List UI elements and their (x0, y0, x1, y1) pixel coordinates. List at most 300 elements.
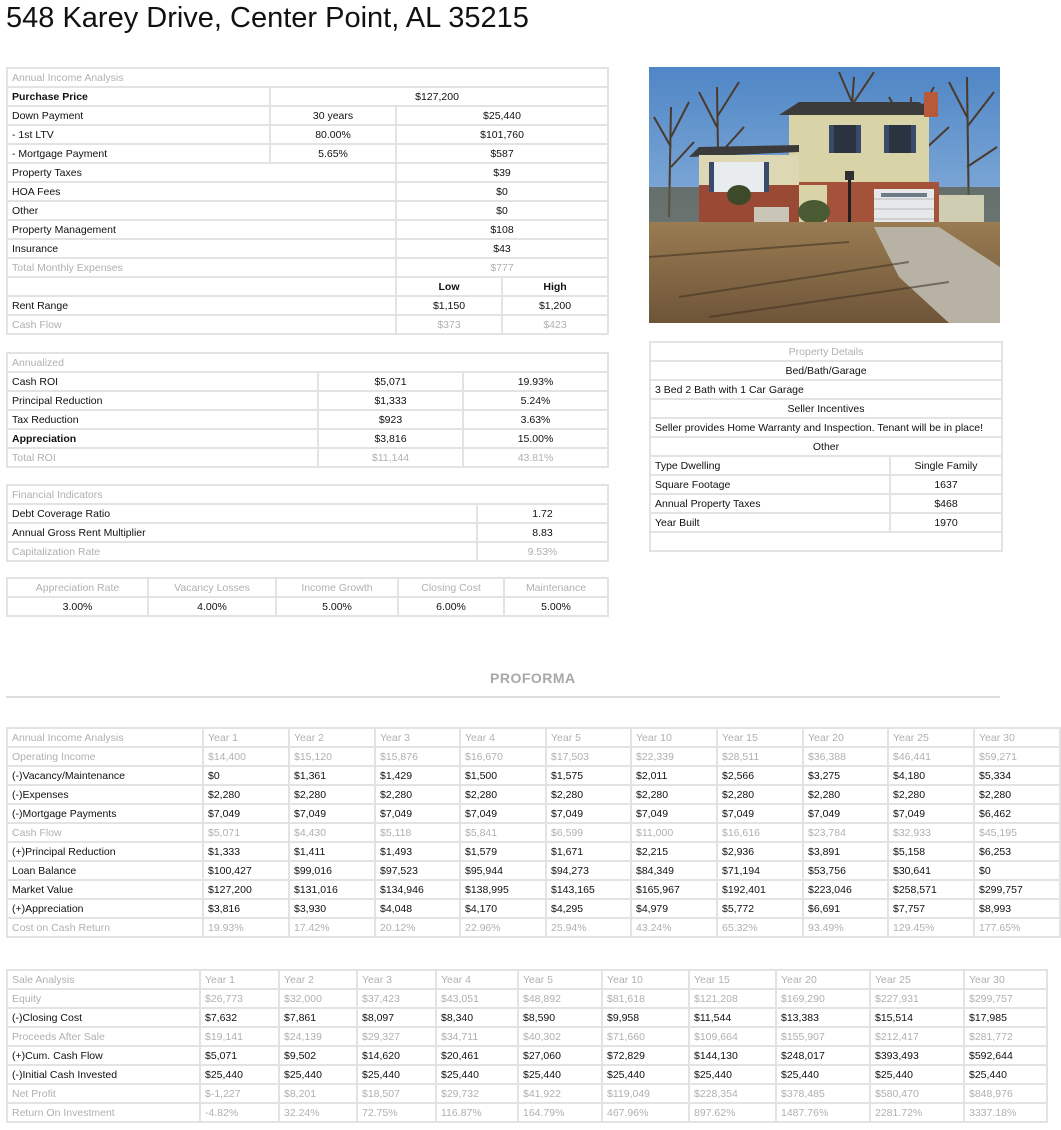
proforma-cell: $16,616 (717, 823, 803, 842)
proforma-cell: $4,979 (631, 899, 717, 918)
financial-row (7, 542, 608, 561)
sale-cell: $580,470 (870, 1084, 964, 1103)
income-header: Annual Income Analysis (7, 68, 608, 87)
annualized-row (7, 410, 608, 429)
proforma-cell: $7,049 (546, 804, 631, 823)
proforma-cell: $1,575 (546, 766, 631, 785)
assumption-value: 4.00% (148, 597, 276, 616)
proforma-cell: $2,936 (717, 842, 803, 861)
incentives-label: Seller Incentives (650, 399, 1002, 418)
ltv-label: - 1st LTV (7, 125, 270, 144)
financial-row (7, 523, 608, 542)
details-value: 1970 (890, 513, 1002, 532)
cash-flow-row (7, 315, 608, 334)
proforma-cell: $2,280 (289, 785, 375, 804)
annualized-total-row (7, 448, 608, 467)
sale-row-label: (-)Initial Cash Invested (7, 1065, 200, 1084)
proforma-row-label: (-)Expenses (7, 785, 203, 804)
down-payment-row (7, 106, 608, 125)
proforma-cell: $94,273 (546, 861, 631, 880)
sale-cell: $37,423 (357, 989, 436, 1008)
sale-cell: $25,440 (964, 1065, 1047, 1084)
proforma-cell: $143,165 (546, 880, 631, 899)
sale-cell: $32,000 (279, 989, 357, 1008)
proforma-cell: $1,333 (203, 842, 289, 861)
assumption-header: Vacancy Losses (148, 578, 276, 597)
proforma-cell: $2,280 (375, 785, 460, 804)
details-row (650, 456, 1002, 475)
proforma-row-label: Loan Balance (7, 861, 203, 880)
details-label: Year Built (650, 513, 890, 532)
proforma-cell: $2,280 (460, 785, 546, 804)
sale-analysis-table (6, 969, 1048, 1123)
sale-cell: $592,644 (964, 1046, 1047, 1065)
incentives-value: Seller provides Home Warranty and Inspection. Tenant will be in place! (650, 418, 1002, 437)
proforma-row (7, 918, 1060, 937)
total-expenses-label: Total Monthly Expenses (7, 258, 396, 277)
sale-year-header: Year 5 (518, 970, 602, 989)
total-expenses-row (7, 258, 608, 277)
income-analysis-table (6, 67, 609, 335)
sale-cell: $48,892 (518, 989, 602, 1008)
sale-cell: $144,130 (689, 1046, 776, 1065)
sale-row-label: Proceeds After Sale (7, 1027, 200, 1046)
proforma-year-header: Year 25 (888, 728, 974, 747)
sale-cell: $25,440 (357, 1065, 436, 1084)
proforma-cell: $84,349 (631, 861, 717, 880)
sale-cell: $34,711 (436, 1027, 518, 1046)
sale-cell: $119,049 (602, 1084, 689, 1103)
rent-low: $1,150 (396, 296, 502, 315)
sale-cell: $14,620 (357, 1046, 436, 1065)
proforma-cell: $5,841 (460, 823, 546, 842)
proforma-cell: $28,511 (717, 747, 803, 766)
sale-cell: $25,440 (689, 1065, 776, 1084)
proforma-cell: $59,271 (974, 747, 1060, 766)
annualized-header: Annualized (7, 353, 608, 372)
annualized-pct: 3.63% (463, 410, 608, 429)
hoa-row (7, 182, 608, 201)
annualized-value: $5,071 (318, 372, 463, 391)
sale-row-label: Equity (7, 989, 200, 1008)
annualized-value: $3,816 (318, 429, 463, 448)
assumptions-table (6, 577, 609, 617)
sale-cell: $212,417 (870, 1027, 964, 1046)
proforma-cell: 93.49% (803, 918, 888, 937)
sale-cell: $25,440 (518, 1065, 602, 1084)
sale-cell: $26,773 (200, 989, 279, 1008)
proforma-cell: $7,049 (289, 804, 375, 823)
sale-cell: $227,931 (870, 989, 964, 1008)
proforma-cell: 43.24% (631, 918, 717, 937)
proforma-cell: $131,016 (289, 880, 375, 899)
sale-row-label: (+)Cum. Cash Flow (7, 1046, 200, 1065)
financial-value: 9.53% (477, 542, 608, 561)
sale-cell: $228,354 (689, 1084, 776, 1103)
sale-cell: $25,440 (602, 1065, 689, 1084)
proforma-cell: $4,295 (546, 899, 631, 918)
proforma-cell: $53,756 (803, 861, 888, 880)
proforma-cell: $4,170 (460, 899, 546, 918)
proforma-cell: $4,180 (888, 766, 974, 785)
sale-row (7, 989, 1047, 1008)
proforma-year-header: Year 1 (203, 728, 289, 747)
proforma-cell: $5,334 (974, 766, 1060, 785)
sale-cell: $27,060 (518, 1046, 602, 1065)
proforma-row (7, 880, 1060, 899)
proforma-cell: $17,503 (546, 747, 631, 766)
proforma-cell: $7,049 (717, 804, 803, 823)
proforma-row (7, 861, 1060, 880)
proforma-cell: $299,757 (974, 880, 1060, 899)
property-details-table (649, 341, 1003, 552)
sale-cell: $8,590 (518, 1008, 602, 1027)
proforma-cell: 20.12% (375, 918, 460, 937)
property-taxes-row (7, 163, 608, 182)
proforma-year-header: Year 30 (974, 728, 1060, 747)
annualized-header-row (7, 353, 608, 372)
property-taxes-label: Property Taxes (7, 163, 396, 182)
annualized-label: Total ROI (7, 448, 318, 467)
proforma-cell: $127,200 (203, 880, 289, 899)
sale-cell: $29,327 (357, 1027, 436, 1046)
proforma-cell: $2,280 (717, 785, 803, 804)
other-row (7, 201, 608, 220)
sale-row (7, 1103, 1047, 1122)
sale-cell: 164.79% (518, 1103, 602, 1122)
down-payment-term: 30 years (270, 106, 396, 125)
proforma-cell: $8,993 (974, 899, 1060, 918)
cash-flow-high: $423 (502, 315, 608, 334)
rent-high: $1,200 (502, 296, 608, 315)
assumption-header: Income Growth (276, 578, 398, 597)
proforma-cell: $7,049 (375, 804, 460, 823)
financial-header-row (7, 485, 608, 504)
ltv-value: $101,760 (396, 125, 608, 144)
financial-row (7, 504, 608, 523)
house-photo-icon (649, 67, 1000, 323)
sale-cell: $25,440 (870, 1065, 964, 1084)
proforma-cell: $46,441 (888, 747, 974, 766)
proforma-cell: $1,579 (460, 842, 546, 861)
other-value: $0 (396, 201, 608, 220)
proforma-cell: $7,049 (203, 804, 289, 823)
details-value: Single Family (890, 456, 1002, 475)
proforma-cell: $2,280 (974, 785, 1060, 804)
mortgage-label: - Mortgage Payment (7, 144, 270, 163)
management-value: $108 (396, 220, 608, 239)
proforma-row-label: Market Value (7, 880, 203, 899)
down-payment-value: $25,440 (396, 106, 608, 125)
annualized-row (7, 429, 608, 448)
sale-row (7, 1027, 1047, 1046)
proforma-cell: $0 (203, 766, 289, 785)
proforma-cell: $4,048 (375, 899, 460, 918)
financial-value: 1.72 (477, 504, 608, 523)
proforma-cell: $0 (974, 861, 1060, 880)
sale-cell: $9,958 (602, 1008, 689, 1027)
proforma-cell: $1,500 (460, 766, 546, 785)
proforma-row-label: (+)Principal Reduction (7, 842, 203, 861)
assumption-header: Closing Cost (398, 578, 504, 597)
proforma-cell: $2,280 (803, 785, 888, 804)
mortgage-term: 5.65% (270, 144, 396, 163)
proforma-year-header: Year 3 (375, 728, 460, 747)
proforma-cell: $99,016 (289, 861, 375, 880)
management-label: Property Management (7, 220, 396, 239)
sale-clip (6, 969, 1017, 1125)
insurance-label: Insurance (7, 239, 396, 258)
cash-flow-low: $373 (396, 315, 502, 334)
mortgage-row (7, 144, 608, 163)
house-photo (649, 67, 1000, 323)
sale-year-header: Year 25 (870, 970, 964, 989)
sale-year-header: Year 4 (436, 970, 518, 989)
details-header: Property Details (650, 342, 1002, 361)
proforma-cell: $258,571 (888, 880, 974, 899)
proforma-cell: $5,071 (203, 823, 289, 842)
details-value: 1637 (890, 475, 1002, 494)
proforma-row-label: Operating Income (7, 747, 203, 766)
details-row (650, 513, 1002, 532)
sale-cell: $20,461 (436, 1046, 518, 1065)
sale-year-header: Year 10 (602, 970, 689, 989)
sale-cell: $5,071 (200, 1046, 279, 1065)
proforma-cell: $4,430 (289, 823, 375, 842)
proforma-cell: $2,011 (631, 766, 717, 785)
mortgage-value: $587 (396, 144, 608, 163)
proforma-cell: $16,670 (460, 747, 546, 766)
sale-row-label: (-)Closing Cost (7, 1008, 200, 1027)
details-other-label: Other (650, 437, 1002, 456)
details-value: $468 (890, 494, 1002, 513)
sale-year-header: Year 30 (964, 970, 1047, 989)
annualized-table (6, 352, 609, 468)
proforma-row (7, 823, 1060, 842)
sale-cell: $9,502 (279, 1046, 357, 1065)
sale-header-row (7, 970, 1047, 989)
proforma-header: Annual Income Analysis (7, 728, 203, 747)
sale-cell: $25,440 (200, 1065, 279, 1084)
proforma-row (7, 842, 1060, 861)
divider (6, 696, 1000, 698)
sale-cell: $19,141 (200, 1027, 279, 1046)
hoa-label: HOA Fees (7, 182, 396, 201)
low-label: Low (396, 277, 502, 296)
proforma-year-header: Year 10 (631, 728, 717, 747)
sale-cell: $25,440 (436, 1065, 518, 1084)
financial-header: Financial Indicators (7, 485, 608, 504)
proforma-cell: $7,049 (631, 804, 717, 823)
proforma-cell: $1,411 (289, 842, 375, 861)
financial-label: Capitalization Rate (7, 542, 477, 561)
purchase-price-label: Purchase Price (7, 87, 270, 106)
sale-cell: $8,201 (279, 1084, 357, 1103)
sale-cell: $41,922 (518, 1084, 602, 1103)
proforma-cell: $7,757 (888, 899, 974, 918)
proforma-cell: 19.93% (203, 918, 289, 937)
ltv-term: 80.00% (270, 125, 396, 144)
details-row (650, 475, 1002, 494)
sale-cell: $393,493 (870, 1046, 964, 1065)
proforma-row (7, 747, 1060, 766)
proforma-table (6, 727, 1061, 938)
page-title: 548 Karey Drive, Center Point, AL 35215 (6, 2, 529, 34)
financial-indicators-table (6, 484, 609, 562)
proforma-cell: $6,253 (974, 842, 1060, 861)
proforma-cell: 25.94% (546, 918, 631, 937)
sale-cell: $8,097 (357, 1008, 436, 1027)
proforma-cell: $1,429 (375, 766, 460, 785)
annualized-pct: 5.24% (463, 391, 608, 410)
rent-range-row (7, 296, 608, 315)
assumptions-header-row (7, 578, 608, 597)
proforma-cell: $2,280 (888, 785, 974, 804)
financial-label: Debt Coverage Ratio (7, 504, 477, 523)
ltv-row (7, 125, 608, 144)
proforma-cell: $100,427 (203, 861, 289, 880)
sale-cell: 3337.18% (964, 1103, 1047, 1122)
annualized-pct: 19.93% (463, 372, 608, 391)
sale-cell: $155,907 (776, 1027, 870, 1046)
bbg-label-row (650, 361, 1002, 380)
proforma-cell: $5,772 (717, 899, 803, 918)
details-label: Annual Property Taxes (650, 494, 890, 513)
proforma-cell: $223,046 (803, 880, 888, 899)
proforma-cell: $95,944 (460, 861, 546, 880)
sale-row (7, 1084, 1047, 1103)
proforma-cell: $7,049 (460, 804, 546, 823)
sale-cell: $15,514 (870, 1008, 964, 1027)
proforma-cell: $22,339 (631, 747, 717, 766)
assumption-value: 5.00% (276, 597, 398, 616)
proforma-cell: $1,361 (289, 766, 375, 785)
sale-cell: $25,440 (776, 1065, 870, 1084)
low-high-row (7, 277, 608, 296)
proforma-row (7, 785, 1060, 804)
sale-row-label: Return On Investment (7, 1103, 200, 1122)
assumptions-value-row (7, 597, 608, 616)
annualized-row (7, 372, 608, 391)
details-header-row (650, 342, 1002, 361)
incentives-label-row (650, 399, 1002, 418)
proforma-cell: $3,275 (803, 766, 888, 785)
proforma-cell: $5,118 (375, 823, 460, 842)
financial-value: 8.83 (477, 523, 608, 542)
insurance-value: $43 (396, 239, 608, 258)
sale-cell: $81,618 (602, 989, 689, 1008)
proforma-cell: $192,401 (717, 880, 803, 899)
sale-row (7, 1008, 1047, 1027)
proforma-cell: $1,671 (546, 842, 631, 861)
proforma-cell: $3,930 (289, 899, 375, 918)
details-label: Square Footage (650, 475, 890, 494)
proforma-cell: $15,120 (289, 747, 375, 766)
proforma-row-label: (-)Mortgage Payments (7, 804, 203, 823)
assumption-header: Appreciation Rate (7, 578, 148, 597)
proforma-cell: 65.32% (717, 918, 803, 937)
sale-cell: $169,290 (776, 989, 870, 1008)
proforma-cell: $134,946 (375, 880, 460, 899)
other-label: Other (7, 201, 396, 220)
proforma-row-label: (-)Vacancy/Maintenance (7, 766, 203, 785)
down-payment-label: Down Payment (7, 106, 270, 125)
sale-cell: $7,632 (200, 1008, 279, 1027)
sale-cell: 72.75% (357, 1103, 436, 1122)
sale-cell: $8,340 (436, 1008, 518, 1027)
assumption-value: 3.00% (7, 597, 148, 616)
proforma-cell: $6,599 (546, 823, 631, 842)
annualized-label: Tax Reduction (7, 410, 318, 429)
proforma-cell: $45,195 (974, 823, 1060, 842)
sale-cell: $13,383 (776, 1008, 870, 1027)
bbg-value-row (650, 380, 1002, 399)
sale-cell: 116.87% (436, 1103, 518, 1122)
proforma-title: PROFORMA (490, 670, 576, 686)
annualized-label: Principal Reduction (7, 391, 318, 410)
sale-year-header: Year 1 (200, 970, 279, 989)
sale-cell: 467.96% (602, 1103, 689, 1122)
financial-label: Annual Gross Rent Multiplier (7, 523, 477, 542)
annualized-pct: 43.81% (463, 448, 608, 467)
sale-cell: $248,017 (776, 1046, 870, 1065)
proforma-cell: $11,000 (631, 823, 717, 842)
proforma-cell: 129.45% (888, 918, 974, 937)
sale-cell: $24,139 (279, 1027, 357, 1046)
sale-cell: $109,664 (689, 1027, 776, 1046)
assumption-value: 5.00% (504, 597, 608, 616)
sale-header: Sale Analysis (7, 970, 200, 989)
proforma-cell: $36,388 (803, 747, 888, 766)
sale-cell: $299,757 (964, 989, 1047, 1008)
sale-cell: $71,660 (602, 1027, 689, 1046)
annualized-label: Cash ROI (7, 372, 318, 391)
sale-cell: $18,507 (357, 1084, 436, 1103)
other-label-row (650, 437, 1002, 456)
proforma-row-label: (+)Appreciation (7, 899, 203, 918)
sale-year-header: Year 2 (279, 970, 357, 989)
bbg-label: Bed/Bath/Garage (650, 361, 1002, 380)
proforma-cell: $2,566 (717, 766, 803, 785)
proforma-cell: $3,816 (203, 899, 289, 918)
sale-cell: -4.82% (200, 1103, 279, 1122)
property-taxes-value: $39 (396, 163, 608, 182)
income-header-row (7, 68, 608, 87)
proforma-row (7, 899, 1060, 918)
proforma-cell: $2,215 (631, 842, 717, 861)
proforma-row (7, 804, 1060, 823)
sale-cell: 2281.72% (870, 1103, 964, 1122)
sale-cell: $72,829 (602, 1046, 689, 1065)
annualized-value: $923 (318, 410, 463, 429)
sale-cell: $7,861 (279, 1008, 357, 1027)
sale-cell: $17,985 (964, 1008, 1047, 1027)
sale-cell: $40,302 (518, 1027, 602, 1046)
sale-cell: 1487.76% (776, 1103, 870, 1122)
proforma-cell: $6,691 (803, 899, 888, 918)
sale-row (7, 1046, 1047, 1065)
proforma-clip (6, 727, 1023, 941)
proforma-header-row (7, 728, 1060, 747)
sale-year-header: Year 20 (776, 970, 870, 989)
details-label: Type Dwelling (650, 456, 890, 475)
proforma-cell: $14,400 (203, 747, 289, 766)
proforma-cell: $138,995 (460, 880, 546, 899)
proforma-cell: $97,523 (375, 861, 460, 880)
annualized-row (7, 391, 608, 410)
proforma-cell: $165,967 (631, 880, 717, 899)
sale-cell: $281,772 (964, 1027, 1047, 1046)
